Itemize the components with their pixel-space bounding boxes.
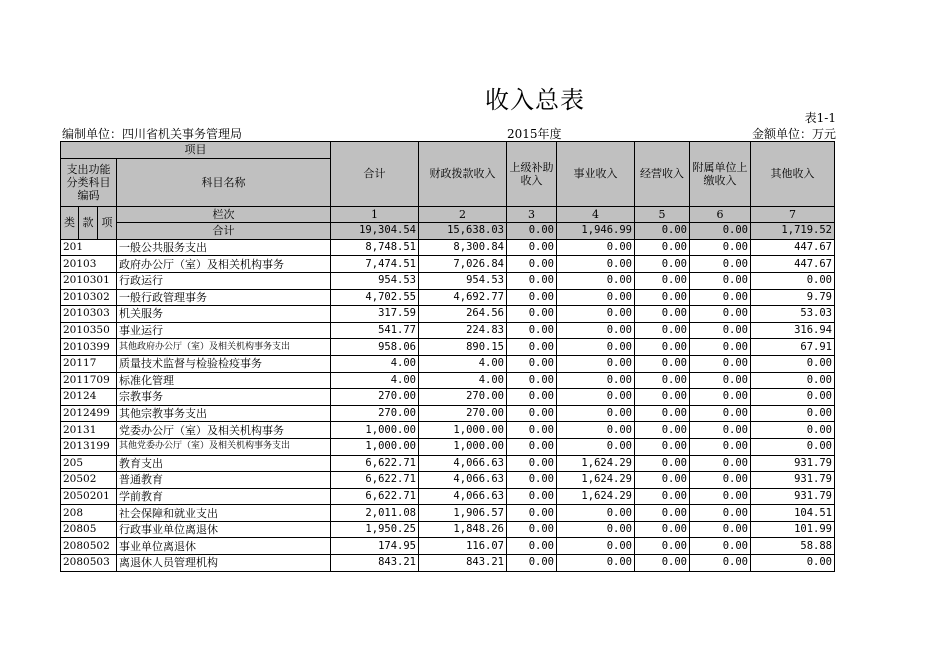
- row-value: 7,474.51: [331, 256, 419, 273]
- row-value: 0.00: [635, 256, 690, 273]
- row-code: 2050201: [61, 488, 117, 505]
- row-value: 0.00: [690, 521, 751, 538]
- row-value: 0.00: [507, 505, 557, 522]
- col-other-header: 其他收入: [751, 142, 835, 207]
- col-number: 6: [690, 206, 751, 223]
- row-code: 2010350: [61, 322, 117, 339]
- row-name: 社会保障和就业支出: [117, 505, 331, 522]
- row-value: 0.00: [635, 505, 690, 522]
- report-title: 收入总表: [485, 86, 585, 114]
- total-cell: 0.00: [635, 223, 690, 240]
- row-name: 一般行政管理事务: [117, 289, 331, 306]
- row-value: 0.00: [751, 555, 835, 572]
- col-superior-header: 上级补助收入: [507, 142, 557, 207]
- row-value: 0.00: [635, 488, 690, 505]
- col-affiliate-header: 附属单位上缴收入: [690, 142, 751, 207]
- row-code: 2080503: [61, 555, 117, 572]
- table-row: [61, 339, 835, 356]
- row-value: 4,066.63: [419, 488, 507, 505]
- lei-header: 类: [61, 206, 79, 239]
- table-row: [61, 389, 835, 406]
- row-name: 其他党委办公厅（室）及相关机构事务支出: [117, 438, 331, 455]
- fiscal-year: 2015年度: [507, 127, 562, 141]
- total-cell: 1,719.52: [751, 223, 835, 240]
- row-value: 0.00: [690, 289, 751, 306]
- row-value: 4,692.77: [419, 289, 507, 306]
- row-code: 20131: [61, 422, 117, 439]
- code-header: 支出功能分类科目编码: [61, 158, 117, 206]
- table-row: [61, 289, 835, 306]
- row-value: 931.79: [751, 472, 835, 489]
- row-value: 101.99: [751, 521, 835, 538]
- row-value: 4,066.63: [419, 455, 507, 472]
- row-value: 0.00: [635, 438, 690, 455]
- row-value: 958.06: [331, 339, 419, 356]
- row-value: 4.00: [419, 355, 507, 372]
- table-number: 表1-1: [804, 111, 836, 125]
- row-value: 0.00: [507, 555, 557, 572]
- row-value: 1,000.00: [331, 422, 419, 439]
- row-value: 0.00: [751, 405, 835, 422]
- table-row: [61, 538, 835, 555]
- row-value: 0.00: [690, 339, 751, 356]
- table-header: [61, 142, 835, 240]
- row-value: 0.00: [690, 455, 751, 472]
- row-value: 0.00: [690, 438, 751, 455]
- total-row-label: 合计: [117, 223, 331, 240]
- row-code: 20103: [61, 256, 117, 273]
- row-value: 0.00: [635, 355, 690, 372]
- row-name: 宗教事务: [117, 389, 331, 406]
- row-name: 普通教育: [117, 472, 331, 489]
- row-code: 2010303: [61, 306, 117, 323]
- row-value: 0.00: [690, 372, 751, 389]
- row-value: 0.00: [557, 422, 635, 439]
- row-value: 0.00: [690, 389, 751, 406]
- column-no-label: 栏次: [117, 206, 331, 223]
- col-fiscal-header: 财政拨款收入: [419, 142, 507, 207]
- total-cell: 0.00: [507, 223, 557, 240]
- row-value: 0.00: [751, 438, 835, 455]
- row-value: 224.83: [419, 322, 507, 339]
- row-name: 党委办公厅（室）及相关机构事务: [117, 422, 331, 439]
- row-value: 270.00: [419, 389, 507, 406]
- row-value: 0.00: [635, 289, 690, 306]
- row-name: 机关服务: [117, 306, 331, 323]
- kuan-header: 款: [79, 206, 98, 239]
- row-value: 843.21: [331, 555, 419, 572]
- row-value: 931.79: [751, 455, 835, 472]
- row-value: 0.00: [507, 355, 557, 372]
- row-value: 0.00: [557, 389, 635, 406]
- row-value: 0.00: [557, 256, 635, 273]
- row-value: 541.77: [331, 322, 419, 339]
- amount-unit: 金额单位：万元: [751, 127, 836, 141]
- row-name: 政府办公厅（室）及相关机构事务: [117, 256, 331, 273]
- row-value: 1,000.00: [419, 422, 507, 439]
- total-cell: 0.00: [690, 223, 751, 240]
- row-value: 0.00: [507, 521, 557, 538]
- row-value: 0.00: [557, 239, 635, 256]
- row-value: 174.95: [331, 538, 419, 555]
- row-value: 0.00: [507, 389, 557, 406]
- row-value: 0.00: [635, 538, 690, 555]
- compiling-unit: 编制单位：四川省机关事务管理局: [62, 127, 243, 141]
- row-value: 0.00: [690, 239, 751, 256]
- row-value: 0.00: [557, 372, 635, 389]
- row-value: 4.00: [419, 372, 507, 389]
- row-value: 2,011.08: [331, 505, 419, 522]
- table-row: [61, 405, 835, 422]
- row-value: 0.00: [635, 372, 690, 389]
- row-value: 843.21: [419, 555, 507, 572]
- name-header: 科目名称: [117, 158, 331, 206]
- row-code: 205: [61, 455, 117, 472]
- row-value: 0.00: [635, 239, 690, 256]
- row-value: 0.00: [557, 355, 635, 372]
- row-code: 20502: [61, 472, 117, 489]
- row-value: 0.00: [507, 306, 557, 323]
- col-number: 3: [507, 206, 557, 223]
- row-value: 0.00: [690, 538, 751, 555]
- row-value: 6,622.71: [331, 488, 419, 505]
- row-name: 其他政府办公厅（室）及相关机构事务支出: [117, 339, 331, 356]
- table-row: [61, 438, 835, 455]
- table-row: [61, 505, 835, 522]
- row-value: 67.91: [751, 339, 835, 356]
- row-value: 1,624.29: [557, 488, 635, 505]
- row-value: 0.00: [507, 372, 557, 389]
- xiang-header: 项: [98, 206, 117, 239]
- row-code: 2013199: [61, 438, 117, 455]
- row-value: 0.00: [751, 272, 835, 289]
- row-value: 0.00: [557, 272, 635, 289]
- row-value: 0.00: [557, 505, 635, 522]
- row-value: 270.00: [331, 389, 419, 406]
- row-value: 0.00: [557, 555, 635, 572]
- row-value: 1,848.26: [419, 521, 507, 538]
- row-value: 0.00: [751, 355, 835, 372]
- row-value: 0.00: [507, 488, 557, 505]
- table-row: [61, 372, 835, 389]
- row-value: 8,748.51: [331, 239, 419, 256]
- row-code: 20117: [61, 355, 117, 372]
- row-value: 0.00: [690, 405, 751, 422]
- col-number: 1: [331, 206, 419, 223]
- row-value: 0.00: [507, 472, 557, 489]
- row-value: 0.00: [507, 422, 557, 439]
- row-value: 0.00: [507, 455, 557, 472]
- row-value: 0.00: [690, 555, 751, 572]
- row-value: 0.00: [635, 306, 690, 323]
- row-name: 教育支出: [117, 455, 331, 472]
- row-value: 0.00: [635, 455, 690, 472]
- row-value: 0.00: [690, 488, 751, 505]
- row-code: 2012499: [61, 405, 117, 422]
- row-value: 0.00: [507, 339, 557, 356]
- row-value: 931.79: [751, 488, 835, 505]
- row-value: 0.00: [635, 322, 690, 339]
- row-code: 2010301: [61, 272, 117, 289]
- col-number: 5: [635, 206, 690, 223]
- total-cell: 1,946.99: [557, 223, 635, 240]
- row-value: 1,624.29: [557, 455, 635, 472]
- row-value: 0.00: [690, 472, 751, 489]
- row-value: 1,624.29: [557, 472, 635, 489]
- row-code: 20124: [61, 389, 117, 406]
- row-code: 201: [61, 239, 117, 256]
- row-value: 1,950.25: [331, 521, 419, 538]
- row-value: 0.00: [557, 538, 635, 555]
- row-name: 一般公共服务支出: [117, 239, 331, 256]
- income-summary-table: [60, 141, 835, 572]
- col-total-header: 合计: [331, 142, 419, 207]
- row-value: 0.00: [557, 289, 635, 306]
- table-body: [61, 239, 835, 571]
- row-value: 0.00: [690, 505, 751, 522]
- row-name: 质量技术监督与检验检疫事务: [117, 355, 331, 372]
- row-value: 0.00: [635, 339, 690, 356]
- table-row: [61, 322, 835, 339]
- table-row: [61, 422, 835, 439]
- row-value: 0.00: [507, 256, 557, 273]
- row-value: 0.00: [751, 372, 835, 389]
- row-code: 20805: [61, 521, 117, 538]
- row-name: 事业单位离退休: [117, 538, 331, 555]
- row-value: 104.51: [751, 505, 835, 522]
- row-code: 2080502: [61, 538, 117, 555]
- col-number: 4: [557, 206, 635, 223]
- row-value: 0.00: [635, 422, 690, 439]
- row-value: 0.00: [507, 239, 557, 256]
- row-value: 0.00: [690, 272, 751, 289]
- row-value: 0.00: [690, 256, 751, 273]
- col-number: 2: [419, 206, 507, 223]
- table-row: [61, 306, 835, 323]
- row-value: 9.79: [751, 289, 835, 306]
- row-value: 4,066.63: [419, 472, 507, 489]
- row-value: 0.00: [507, 289, 557, 306]
- row-code: 208: [61, 505, 117, 522]
- row-value: 0.00: [751, 422, 835, 439]
- table-row: [61, 355, 835, 372]
- item-header: 项目: [61, 142, 331, 159]
- table-row: [61, 488, 835, 505]
- row-code: 2010399: [61, 339, 117, 356]
- row-value: 58.88: [751, 538, 835, 555]
- row-value: 8,300.84: [419, 239, 507, 256]
- row-value: 1,000.00: [331, 438, 419, 455]
- row-value: 0.00: [635, 472, 690, 489]
- row-value: 270.00: [419, 405, 507, 422]
- row-name: 行政运行: [117, 272, 331, 289]
- row-value: 1,000.00: [419, 438, 507, 455]
- row-value: 270.00: [331, 405, 419, 422]
- row-value: 0.00: [690, 322, 751, 339]
- row-value: 4.00: [331, 355, 419, 372]
- row-value: 53.03: [751, 306, 835, 323]
- row-value: 447.67: [751, 256, 835, 273]
- row-value: 0.00: [635, 555, 690, 572]
- row-value: 0.00: [690, 355, 751, 372]
- row-value: 116.07: [419, 538, 507, 555]
- row-name: 学前教育: [117, 488, 331, 505]
- row-value: 264.56: [419, 306, 507, 323]
- row-value: 0.00: [507, 538, 557, 555]
- col-business-header: 事业收入: [557, 142, 635, 207]
- row-code: 2010302: [61, 289, 117, 306]
- row-value: 890.15: [419, 339, 507, 356]
- row-value: 0.00: [557, 521, 635, 538]
- row-value: 317.59: [331, 306, 419, 323]
- row-name: 事业运行: [117, 322, 331, 339]
- col-operation-header: 经营收入: [635, 142, 690, 207]
- row-value: 7,026.84: [419, 256, 507, 273]
- row-value: 447.67: [751, 239, 835, 256]
- row-value: 0.00: [507, 322, 557, 339]
- row-code: 2011709: [61, 372, 117, 389]
- row-value: 0.00: [557, 405, 635, 422]
- row-value: 954.53: [419, 272, 507, 289]
- col-number: 7: [751, 206, 835, 223]
- table-row: [61, 455, 835, 472]
- row-value: 0.00: [751, 389, 835, 406]
- row-value: 954.53: [331, 272, 419, 289]
- row-value: 6,622.71: [331, 472, 419, 489]
- table-row: [61, 256, 835, 273]
- row-value: 0.00: [507, 272, 557, 289]
- row-value: 0.00: [557, 306, 635, 323]
- row-value: 316.94: [751, 322, 835, 339]
- row-name: 行政事业单位离退休: [117, 521, 331, 538]
- row-value: 0.00: [635, 521, 690, 538]
- row-name: 离退休人员管理机构: [117, 555, 331, 572]
- table-row: [61, 272, 835, 289]
- table-row: [61, 521, 835, 538]
- total-cell: 15,638.03: [419, 223, 507, 240]
- table-row: [61, 472, 835, 489]
- row-name: 其他宗教事务支出: [117, 405, 331, 422]
- row-value: 0.00: [635, 405, 690, 422]
- row-value: 1,906.57: [419, 505, 507, 522]
- row-name: 标准化管理: [117, 372, 331, 389]
- row-value: 6,622.71: [331, 455, 419, 472]
- row-value: 0.00: [507, 405, 557, 422]
- row-value: 0.00: [635, 389, 690, 406]
- row-value: 0.00: [557, 322, 635, 339]
- row-value: 0.00: [690, 306, 751, 323]
- table-row: [61, 239, 835, 256]
- total-cell: 19,304.54: [331, 223, 419, 240]
- row-value: 0.00: [690, 422, 751, 439]
- row-value: 4,702.55: [331, 289, 419, 306]
- row-value: 0.00: [635, 272, 690, 289]
- table-row: [61, 555, 835, 572]
- row-value: 4.00: [331, 372, 419, 389]
- row-value: 0.00: [557, 438, 635, 455]
- row-value: 0.00: [557, 339, 635, 356]
- row-value: 0.00: [507, 438, 557, 455]
